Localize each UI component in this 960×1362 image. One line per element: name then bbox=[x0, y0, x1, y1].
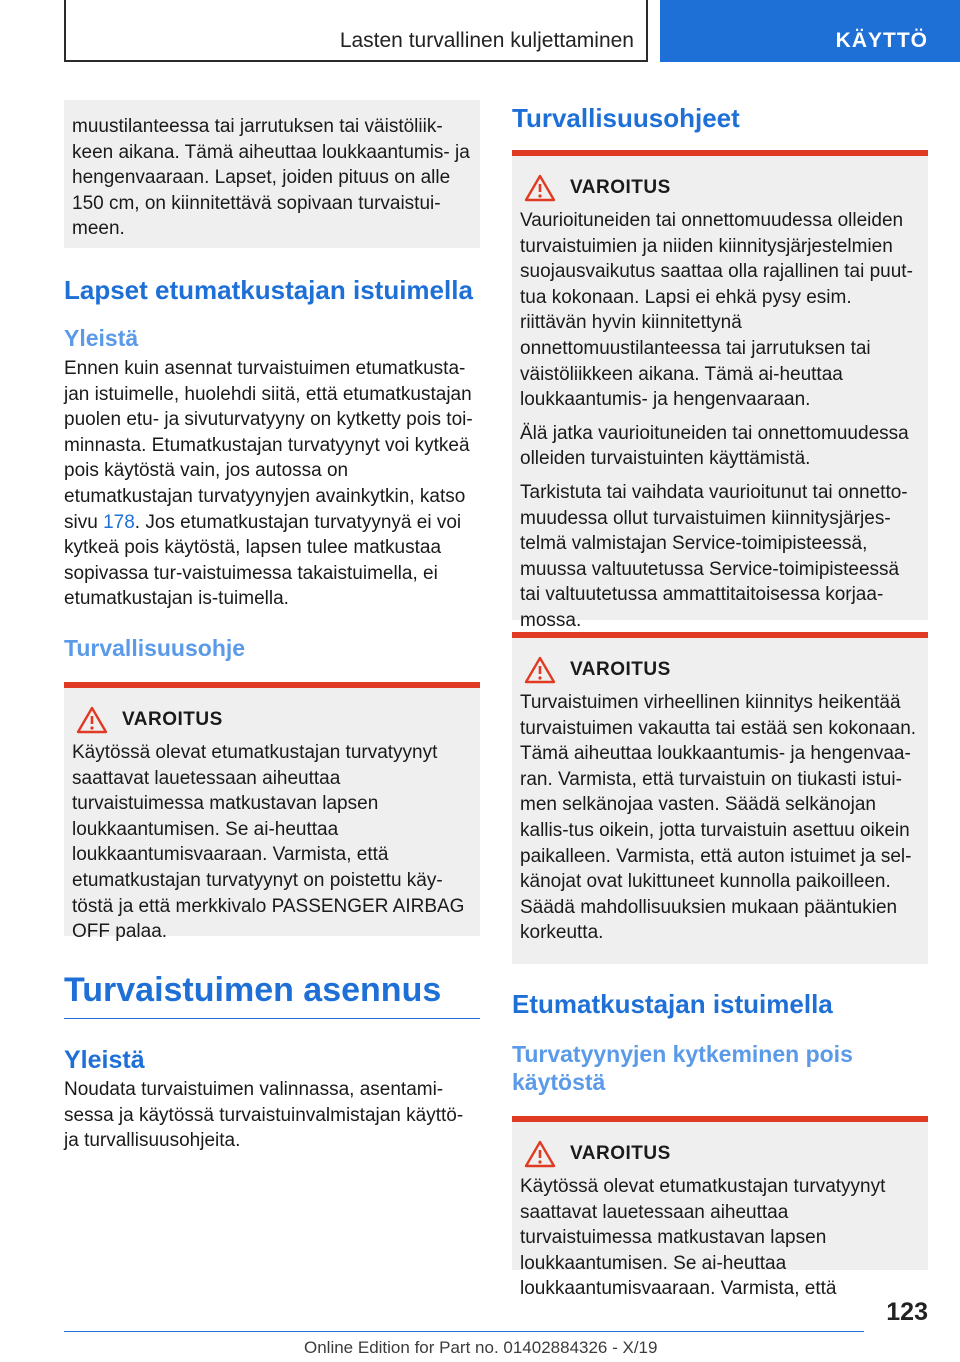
intro-note-box bbox=[64, 100, 480, 248]
footer-edition: Online Edition for Part no. 01402884326 - X/19 bbox=[304, 1338, 658, 1357]
page-number: 123 bbox=[886, 1298, 928, 1326]
section-label: KÄYTTÖ bbox=[835, 29, 928, 52]
header-chapter-box bbox=[64, 0, 648, 62]
heading-children-front-seat: Lapset etumatkustajan istuimella bbox=[64, 275, 473, 305]
heading-front-passenger-seat: Etumatkustajan istuimella bbox=[512, 989, 833, 1019]
warning-text-2: Älä jatka vaurioituneiden tai onnettomuudessa olleiden turvaistuinten käyttämistä. bbox=[520, 422, 909, 470]
warning-title: VAROITUS bbox=[122, 708, 223, 730]
page-link-178[interactable]: 178 bbox=[103, 511, 135, 533]
warning-triangle-icon bbox=[524, 174, 556, 202]
heading-safety-instruction: Turvallisuusohje bbox=[64, 634, 246, 661]
heading-install-general: Yleistä bbox=[64, 1045, 145, 1074]
warning-box-incorrect-mounting bbox=[512, 632, 928, 964]
right-column bbox=[512, 100, 928, 1300]
warning-header bbox=[520, 174, 920, 202]
left-column bbox=[64, 100, 480, 1154]
warning-box-damaged-seats bbox=[512, 150, 928, 631]
heading-seat-installation: Turvaistuimen asennus bbox=[64, 970, 480, 1019]
warning-text-1: Vaurioituneiden tai onnettomuudessa olleiden turvaistuimien ja niiden kiinnitysjärjestelmien suojausvaikutus saattaa olla rajallinen tai puut-tua kokonaan. Lapsi ei ehkä pysy esim. riittävän hyvin kiinnitettynä onnettomuustilanteessa tai jarrutuksen tai väistöliikkeen aikana. Tämä ai-heuttaa loukkaantumis- ja hengenvaaraan. bbox=[520, 210, 913, 411]
heading-airbag-deactivation: Turvatyynyjen kytkeminen pois käytöstä bbox=[512, 1041, 853, 1095]
header-section-tab[interactable] bbox=[660, 0, 960, 62]
warning-box-airbag-active bbox=[512, 1116, 928, 1300]
heading-safety-instructions: Turvallisuusohjeet bbox=[512, 103, 740, 133]
install-text: Noudata turvaistuimen valinnassa, asentami-sessa ja käytössä turvaistuinvalmistajan käyttö- ja turvallisuusohjeita. bbox=[64, 1078, 464, 1152]
chapter-title: Lasten turvallinen kuljettaminen bbox=[339, 29, 634, 52]
warning-title: VAROITUS bbox=[570, 659, 671, 680]
warning-triangle-icon bbox=[524, 656, 556, 684]
warning-text-3: Tarkistuta tai vaihdata vaurioitunut tai onnetto-muudessa ollut turvaistuimen kiinnitysjärjes-telmä valmistajan Service-toimipisteessä, muussa valtuutetussa Service-toimipisteessä tai valtuutetussa ammattitaitoisessa korjaa-mossa. bbox=[520, 481, 908, 631]
warning-header bbox=[520, 656, 920, 684]
footer-divider bbox=[64, 1331, 864, 1332]
warning-triangle-icon bbox=[524, 1140, 556, 1168]
warning-header bbox=[72, 706, 472, 734]
warning-text: Käytössä olevat etumatkustajan turvatyynyt saattavat lauetessaan aiheuttaa turvaistuimessa matkustavan lapsen loukkaantumisen. Se ai-heuttaa loukkaantumisvaaraan. Varmista, että bbox=[520, 1176, 886, 1300]
warning-text: Turvaistuimen virheellinen kiinnitys heikentää turvaistuimen vakautta tai estää sen kokonaan. Tämä aiheuttaa loukkaantumis- ja hengenvaa-ran. Varmista, että turvaistuin on tiukasti istui-men selkänojaa vasten. Säädä selkänojan kallis-tus oikein, jotta turvaistuin asettuu oikein paikalleen. Varmista, että auton istuimet ja sel-känojat ovat lukittuneet kunnolla paikoilleen. Säädä mahdollisuuksien mukaan pääntukien korkeutta. bbox=[520, 692, 917, 944]
warning-text: Käytössä olevat etumatkustajan turvatyynyt saattavat lauetessaan aiheuttaa turvaistuimessa matkustavan lapsen loukkaantumisen. Se ai-heuttaa loukkaantumisvaaraan. Varmista, että etumatkustajan turvatyynyt on poistettu käy-töstä ja että merkkivalo PASSENGER AIRBAG OFF palaa. bbox=[72, 741, 465, 943]
warning-triangle-icon bbox=[76, 706, 108, 734]
intro-note-text: muustilanteessa tai jarrutuksen tai väistöliik-keen aikana. Tämä aiheuttaa loukkaantumis- ja hengenvaaraan. Lapset, joiden pituus on alle 150 cm, on kiinnitettävä sopivaan turvaistui-meen. bbox=[72, 116, 470, 240]
general-text: Ennen kuin asennat turvaistuimen etumatkusta-jan istuimelle, huolehdi siitä, että etumatkustajan puolen etu- ja sivuturvatyyny on kytketty pois toi-minnasta. Etumatkustajan turvatyynyt voi kytkeä pois käytöstä vain, jos autossa on etumatkustajan turvatyynyjen avainkytkin, katso sivu 178. Jos etumatkustajan turvatyynyä ei voi kytkeä pois käytöstä, lapsen tulee matkustaa sopivassa tur-vaistuimessa takaistuimella, ei etumatkustajan is-tuimella. bbox=[64, 358, 473, 610]
warning-box-airbag bbox=[64, 682, 480, 943]
warning-title: VAROITUS bbox=[570, 177, 671, 198]
warning-header bbox=[520, 1140, 920, 1168]
warning-title: VAROITUS bbox=[570, 1143, 671, 1164]
heading-general: Yleistä bbox=[64, 325, 139, 351]
